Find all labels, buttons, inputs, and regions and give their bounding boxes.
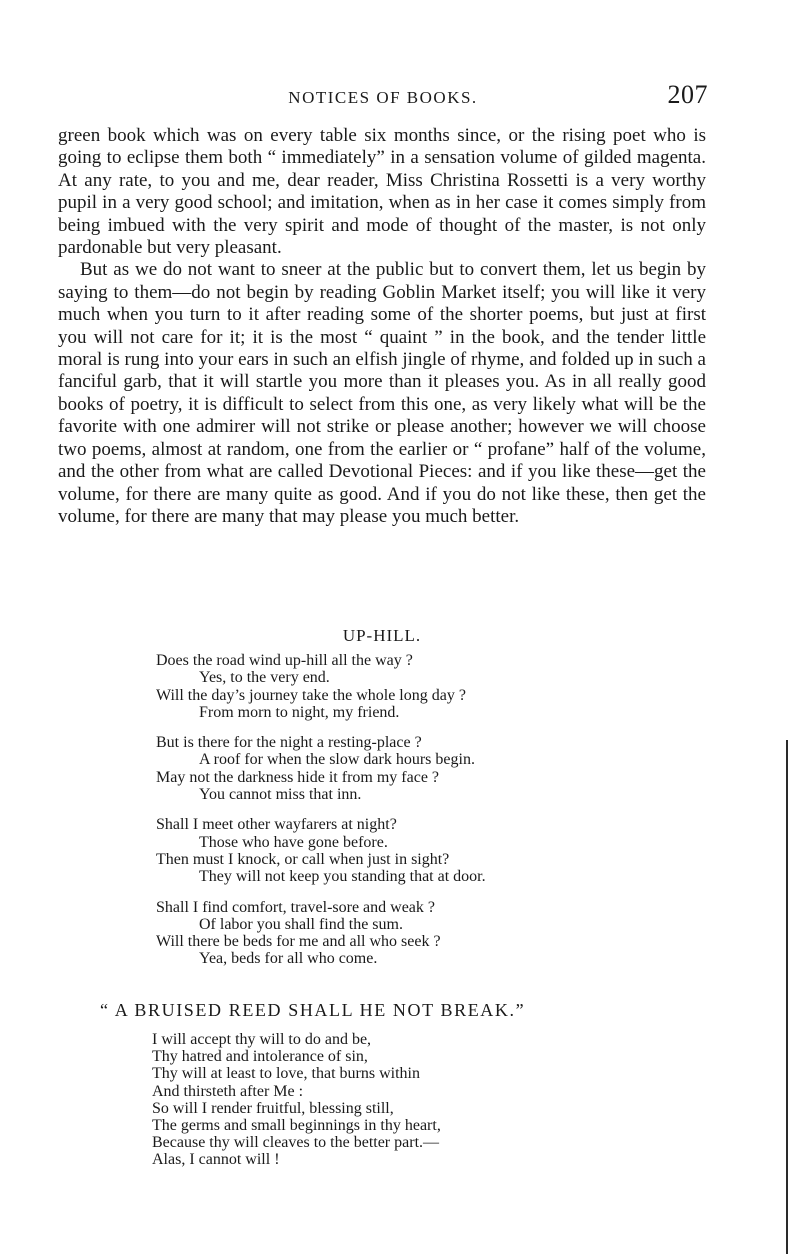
poem-line: But is there for the night a resting-place ? xyxy=(156,734,422,752)
poem-title-bruised-reed: “ A BRUISED REED SHALL HE NOT BREAK.” xyxy=(100,1000,526,1020)
poem-line: And thirsteth after Me : xyxy=(152,1082,304,1100)
poem-stanza xyxy=(156,652,676,721)
poem-line: I will accept thy will to do and be, xyxy=(152,1031,372,1048)
poem-line: Because thy will cleaves to the better part.— xyxy=(152,1134,440,1152)
poem-line: Alas, I cannot will ! xyxy=(152,1151,280,1169)
poem-line: Yea, beds for all who come. xyxy=(199,950,378,968)
poem-line: From morn to night, my friend. xyxy=(199,703,400,721)
poem-bruised-reed xyxy=(152,1031,672,1169)
poem-title-up-hill: UP-HILL. xyxy=(342,626,422,645)
poem-line: Thy hatred and intolerance of sin, xyxy=(152,1048,368,1066)
page-edge-rule xyxy=(786,740,788,1254)
running-head xyxy=(58,80,708,114)
poem-line: Thy will at least to love, that burns within xyxy=(152,1065,420,1083)
poem-line: They will not keep you standing that at door. xyxy=(199,868,486,886)
page-number: 207 xyxy=(667,80,708,109)
poem-line: Shall I find comfort, travel-sore and weak ? xyxy=(156,898,436,916)
poem-line: So will I render fruitful, blessing still, xyxy=(152,1099,394,1117)
body-text xyxy=(58,125,706,528)
poem-line: You cannot miss that inn. xyxy=(199,786,362,804)
paragraph: But as we do not want to sneer at the public but to convert them, let us begin by saying to them—do not begin by reading Goblin Market itself; you will like it very much when you turn to it after reading some of the shorter poems, but just at first you will not care for it; it is the most “ quaint ” in the book, and the tender little moral is rung into your ears in such an elfish jingle of rhyme, and folded up in such a fanciful garb, that it will startle you more than it pleases you. As in all really good books of poetry, it is difficult to select from this one, as very likely what will be the favorite with one admirer will not strike or please another; however we will choose two poems, almost at random, one from the earlier or “ profane” half of the volume, and the other from what are called Devotional Pieces: and if you like these—get the volume, for there are many quite as good. And if you do not like these, then get the volume, for there are many that may please you much better. xyxy=(58,259,706,527)
poem-line: Of labor you shall find the sum. xyxy=(199,915,403,933)
poem-line: Yes, to the very end. xyxy=(199,669,330,687)
poem-line: May not the darkness hide it from my face ? xyxy=(156,768,440,786)
poem-line: Will the day’s journey take the whole long day ? xyxy=(156,686,466,704)
poem-line: A roof for when the slow dark hours begin. xyxy=(199,751,475,769)
poem-stanza xyxy=(156,734,676,803)
poem-line: Then must I knock, or call when just in sight? xyxy=(156,850,450,868)
poem-stanza xyxy=(156,816,676,885)
poem-line: Will there be beds for me and all who seek ? xyxy=(156,933,441,951)
running-title: NOTICES OF BOOKS. xyxy=(288,88,478,107)
poem-stanza xyxy=(156,899,676,968)
poem-up-hill xyxy=(156,652,676,981)
poem-line: The germs and small beginnings in thy heart, xyxy=(152,1117,441,1135)
poem-line: Shall I meet other wayfarers at night? xyxy=(156,816,397,834)
paragraph: green book which was on every table six months since, or the rising poet who is going to eclipse them both “ immediately” in a sensation volume of gilded magenta. At any rate, to you and me, dear reader, Miss Christina Rossetti is a very worthy pupil in a very good school; and imitation, when as in her case it comes simply from being imbued with the very spirit and mode of thought of the master, is not only pardonable but very pleasant. xyxy=(58,125,706,259)
poem-line: Those who have gone before. xyxy=(199,833,388,851)
poem-line: Does the road wind up-hill all the way ? xyxy=(156,652,413,669)
